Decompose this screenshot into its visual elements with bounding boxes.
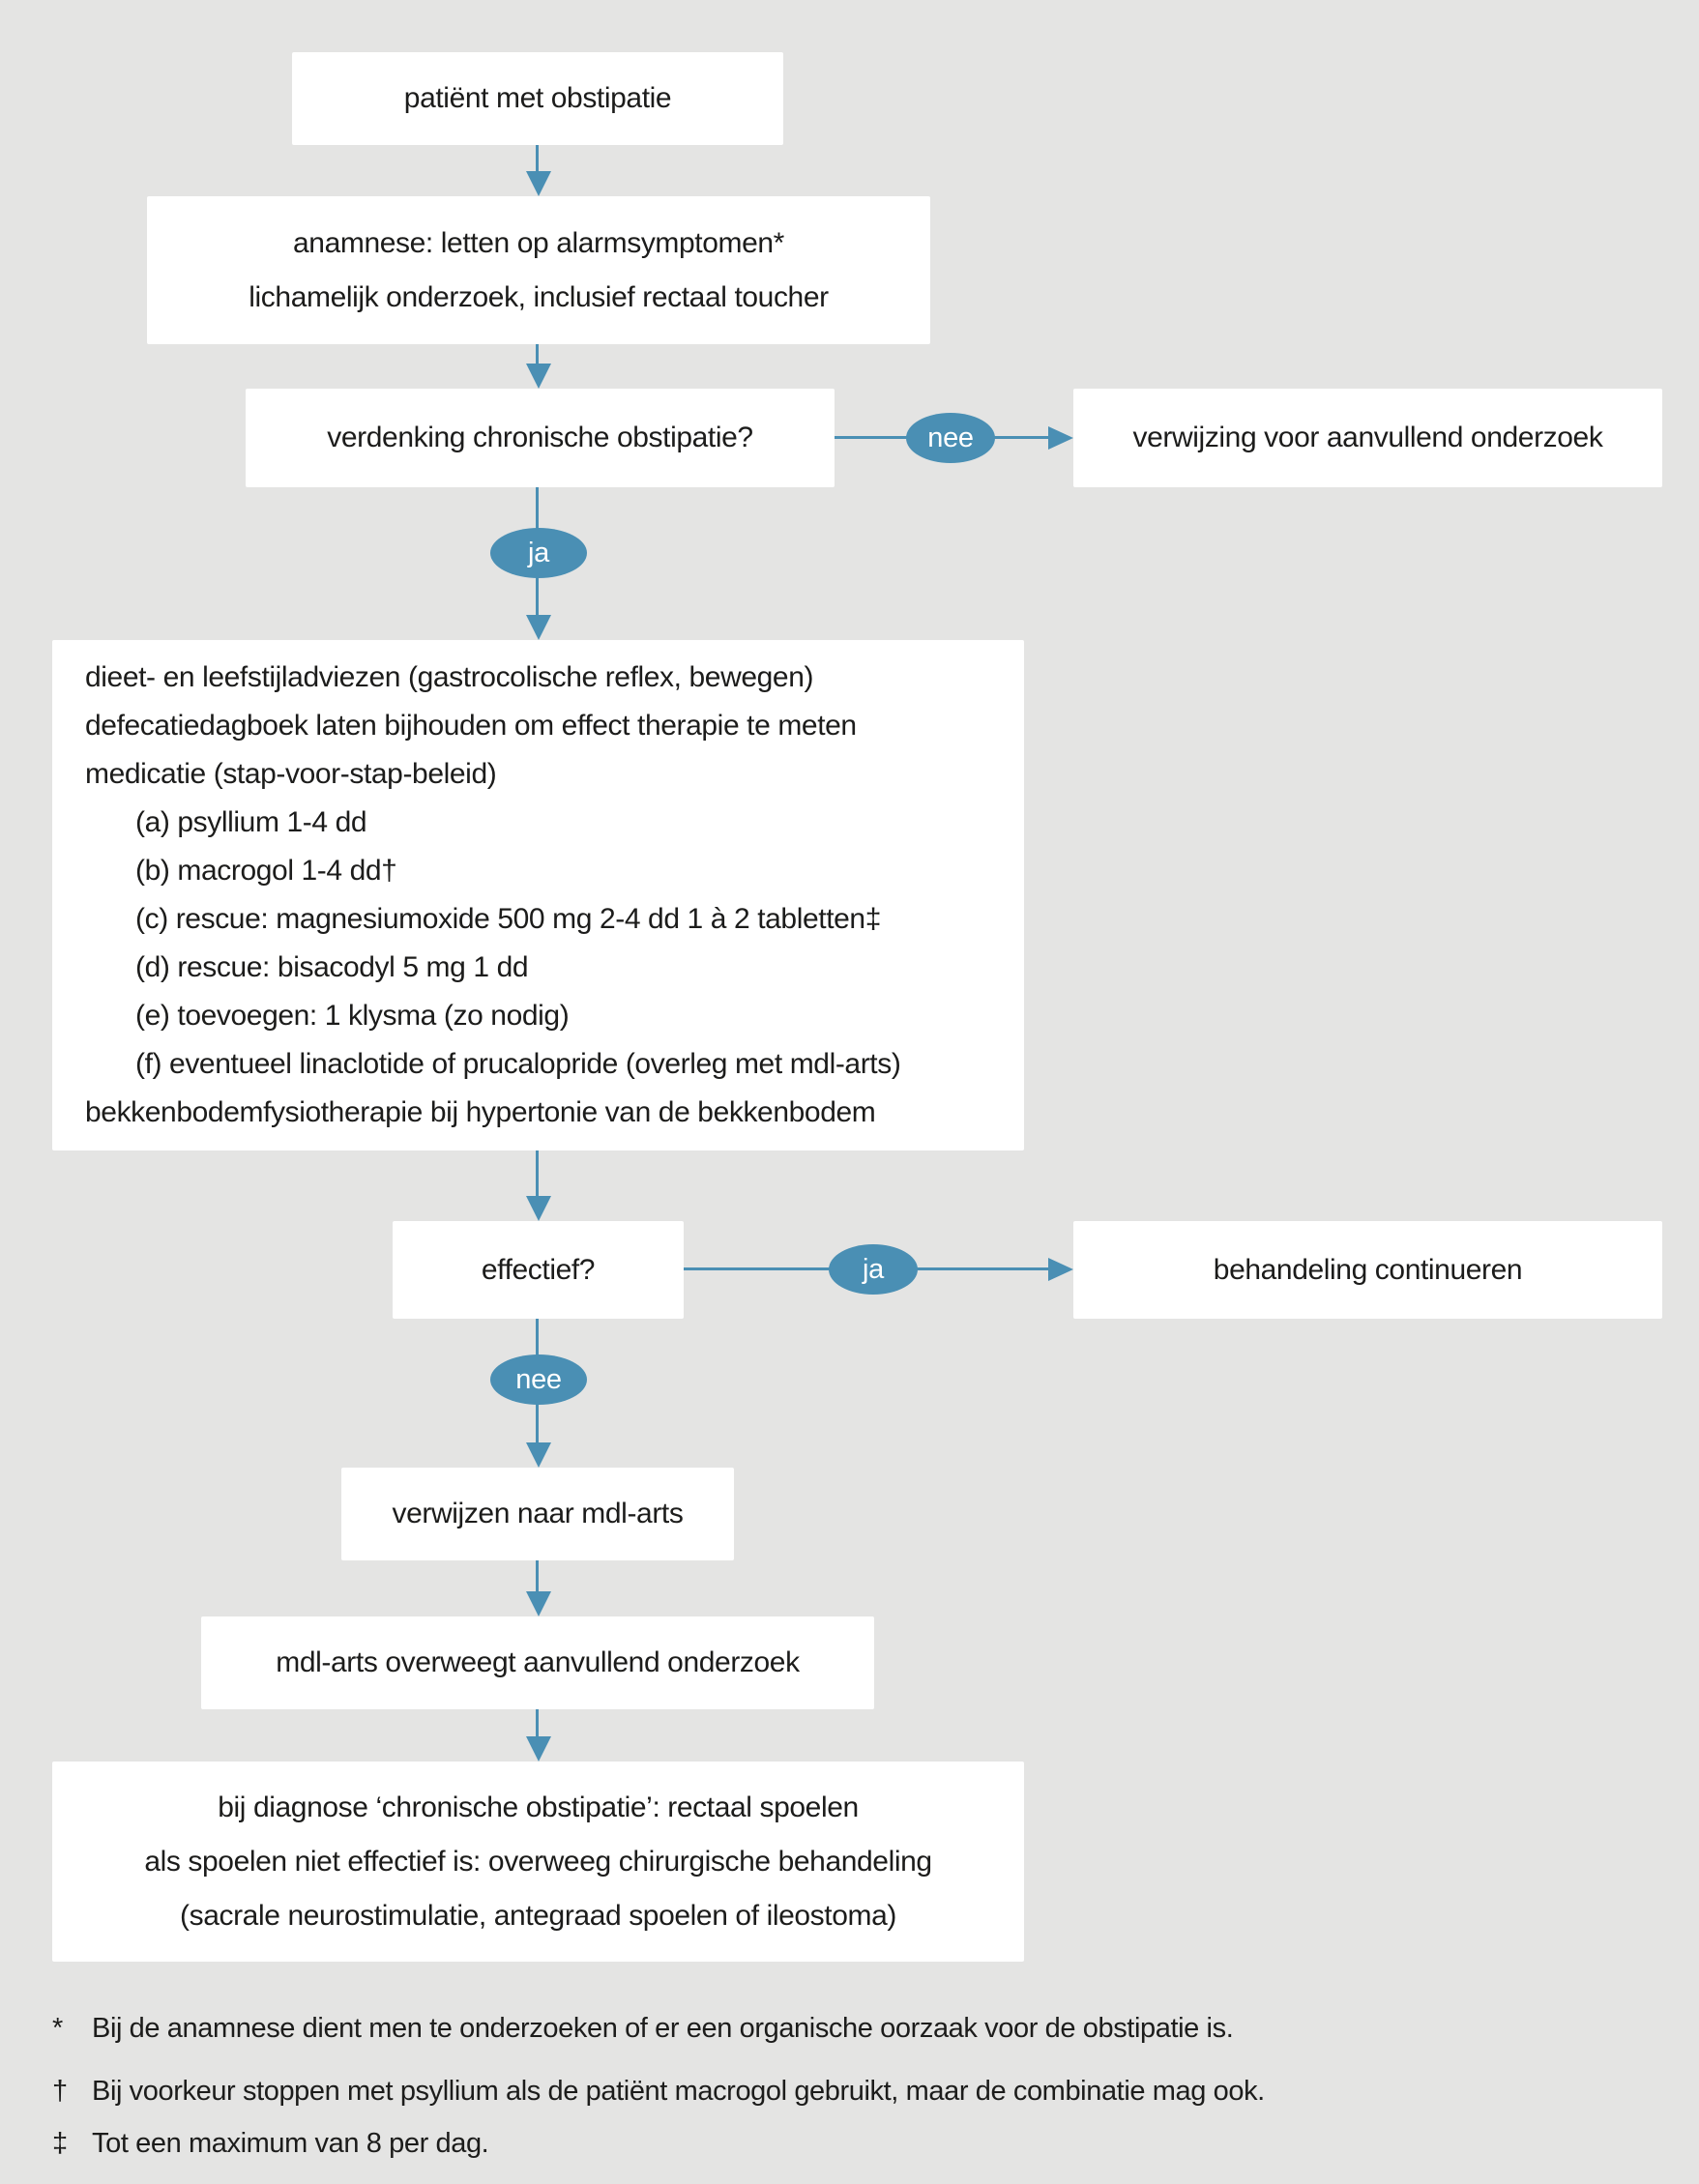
footnote-text: Bij de anamnese dient men te onderzoeken of er een organische oorzaak voor de obstipatie is. xyxy=(92,2013,1234,2044)
pill-label: nee xyxy=(927,422,974,453)
pill-label: ja xyxy=(528,537,549,568)
pill-label: nee xyxy=(515,1363,562,1395)
arrowhead-down-icon xyxy=(526,171,551,196)
node-patient xyxy=(292,52,783,145)
arrowhead-right-icon xyxy=(1048,1258,1073,1281)
footnote-double-dagger xyxy=(52,2126,488,2161)
arrowhead-down-icon xyxy=(526,364,551,389)
arrowhead-right-icon xyxy=(1048,426,1073,450)
behandelplan-step-c: (c) rescue: magnesiumoxide 500 mg 2-4 dd 1 à 2 tabletten‡ xyxy=(135,903,881,935)
connector-line xyxy=(536,1560,539,1592)
behandelplan-step-f: (f) eventueel linaclotide of prucalopride (overleg met mdl-arts) xyxy=(135,1048,901,1080)
pill-ja-effectief xyxy=(829,1244,918,1295)
footnote-dagger xyxy=(52,2074,1265,2109)
node-verwijzing-onderzoek-label: verwijzing voor aanvullend onderzoek xyxy=(1132,422,1603,453)
node-verdenking xyxy=(246,389,835,487)
connector-line xyxy=(536,1150,539,1197)
footnote-text: Bij voorkeur stoppen met psyllium als de patiënt macrogol gebruikt, maar de combinatie mag ook. xyxy=(92,2076,1265,2107)
arrowhead-down-icon xyxy=(526,1442,551,1468)
arrowhead-down-icon xyxy=(526,1196,551,1221)
node-verdenking-label: verdenking chronische obstipatie? xyxy=(327,422,753,453)
node-verwijzen-mdl-arts xyxy=(341,1468,734,1560)
arrowhead-down-icon xyxy=(526,1591,551,1616)
pill-ja-verdenking xyxy=(490,528,587,578)
node-anamnese-line: lichamelijk onderzoek, inclusief rectaal toucher xyxy=(249,280,829,313)
node-effectief-label: effectief? xyxy=(481,1253,596,1286)
node-mdl-overweegt xyxy=(201,1616,874,1709)
node-diagnose-line: als spoelen niet effectief is: overweeg chirurgische behandeling xyxy=(144,1845,932,1878)
node-diagnose-line: bij diagnose ‘chronische obstipatie’: rectaal spoelen xyxy=(218,1791,859,1823)
pill-nee-effectief xyxy=(490,1354,587,1405)
node-diagnose-line: (sacrale neurostimulatie, antegraad spoelen of ileostoma) xyxy=(180,1899,896,1932)
behandelplan-line: bekkenbodemfysiotherapie bij hypertonie van de bekkenbodem xyxy=(85,1096,876,1128)
connector-line xyxy=(536,145,539,174)
behandelplan-step-e: (e) toevoegen: 1 klysma (zo nodig) xyxy=(135,1000,570,1032)
arrowhead-down-icon xyxy=(526,615,551,640)
node-verwijzen-mdl-arts-label: verwijzen naar mdl-arts xyxy=(392,1498,684,1529)
footnote-asterisk xyxy=(52,2011,1233,2046)
behandelplan-step-b: (b) macrogol 1-4 dd† xyxy=(135,855,397,887)
behandelplan-step-d: (d) rescue: bisacodyl 5 mg 1 dd xyxy=(135,951,529,983)
node-verwijzing-onderzoek xyxy=(1073,389,1662,487)
node-anamnese xyxy=(147,196,930,344)
footnote-marker: ‡ xyxy=(52,2128,68,2159)
node-behandeling-continueren xyxy=(1073,1221,1662,1319)
behandelplan-line: dieet- en leefstijladviezen (gastrocolische reflex, bewegen) xyxy=(85,661,814,693)
footnote-text: Tot een maximum van 8 per dag. xyxy=(92,2128,489,2159)
node-anamnese-line: anamnese: letten op alarmsymptomen* xyxy=(293,226,784,259)
node-patient-label: patiënt met obstipatie xyxy=(403,82,672,114)
footnote-marker: * xyxy=(52,2013,63,2044)
node-mdl-overweegt-label: mdl-arts overweegt aanvullend onderzoek xyxy=(276,1646,800,1678)
node-behandeling-continueren-label: behandeling continueren xyxy=(1213,1253,1523,1286)
behandelplan-step-a: (a) psyllium 1-4 dd xyxy=(135,806,367,838)
arrowhead-down-icon xyxy=(526,1736,551,1762)
behandelplan-line: defecatiedagboek laten bijhouden om effect therapie te meten xyxy=(85,710,857,742)
node-behandelplan xyxy=(52,640,1024,1150)
connector-line xyxy=(536,1709,539,1737)
pill-label: ja xyxy=(863,1253,884,1285)
footnote-marker: † xyxy=(52,2076,68,2107)
node-diagnose xyxy=(52,1762,1024,1962)
pill-nee-verdenking xyxy=(906,413,995,463)
behandelplan-line: medicatie (stap-voor-stap-beleid) xyxy=(85,758,497,790)
node-effectief xyxy=(393,1221,684,1319)
